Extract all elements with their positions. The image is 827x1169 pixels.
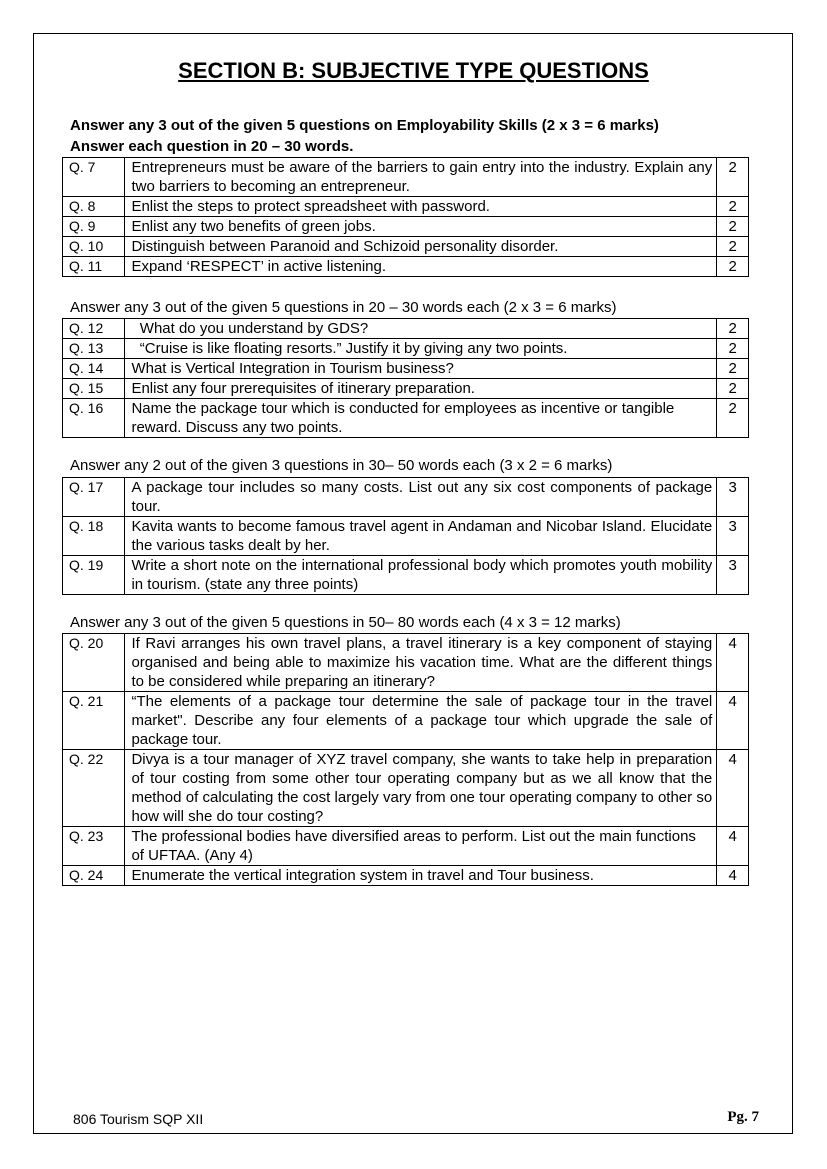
section-1-instruction: Answer any 3 out of the given 5 questions on Employability Skills (2 x 3 = 6 marks)	[70, 117, 659, 134]
question-marks: 4	[717, 692, 749, 750]
question-row	[63, 692, 749, 750]
question-number: Q. 13	[63, 339, 125, 359]
question-text: Kavita wants to become famous travel agent in Andaman and Nicobar Island. Elucidate the various tasks dealt by her.	[125, 517, 717, 556]
question-text: If Ravi arranges his own travel plans, a travel itinerary is a key component of staying organised and being able to maximize his vacation time. What are the different things to be considered while preparing an itinerary?	[125, 634, 717, 692]
question-row	[63, 556, 749, 595]
question-marks: 3	[717, 478, 749, 517]
question-text: “Cruise is like floating resorts.” Justify it by giving any two points.	[125, 339, 717, 359]
question-row	[63, 517, 749, 556]
question-number: Q. 7	[63, 158, 125, 197]
question-row	[63, 197, 749, 217]
question-number: Q. 22	[63, 750, 125, 827]
question-number: Q. 19	[63, 556, 125, 595]
question-marks: 2	[717, 158, 749, 197]
question-marks: 4	[717, 827, 749, 866]
question-marks: 2	[717, 379, 749, 399]
question-row	[63, 750, 749, 827]
question-marks: 2	[717, 339, 749, 359]
question-number: Q. 23	[63, 827, 125, 866]
question-row	[63, 827, 749, 866]
question-row	[63, 478, 749, 517]
page-number: Pg. 7	[727, 1109, 759, 1125]
question-marks: 2	[717, 197, 749, 217]
question-marks: 2	[717, 237, 749, 257]
question-number: Q. 24	[63, 866, 125, 886]
question-row	[63, 158, 749, 197]
section-2-instruction: Answer any 3 out of the given 5 questions in 20 – 30 words each (2 x 3 = 6 marks)	[70, 299, 617, 316]
question-text: Enumerate the vertical integration system in travel and Tour business.	[125, 866, 717, 886]
question-text: Name the package tour which is conducted for employees as incentive or tangible reward. Discuss any two points.	[125, 399, 717, 438]
footer-document-code: 806 Tourism SQP XII	[73, 1111, 204, 1127]
question-row	[63, 866, 749, 886]
section-4-instruction: Answer any 3 out of the given 5 questions in 50– 80 words each (4 x 3 = 12 marks)	[70, 614, 621, 631]
question-row	[63, 339, 749, 359]
question-number: Q. 11	[63, 257, 125, 277]
question-row	[63, 399, 749, 438]
question-marks: 4	[717, 866, 749, 886]
question-number: Q. 10	[63, 237, 125, 257]
question-number: Q. 18	[63, 517, 125, 556]
section-3-table	[62, 477, 749, 595]
question-marks: 4	[717, 750, 749, 827]
question-text: Write a short note on the international professional body which promotes youth mobility in tourism. (state any three points)	[125, 556, 717, 595]
question-row	[63, 257, 749, 277]
question-row	[63, 379, 749, 399]
question-row	[63, 359, 749, 379]
question-text: Enlist the steps to protect spreadsheet with password.	[125, 197, 717, 217]
question-row	[63, 237, 749, 257]
question-text: What is Vertical Integration in Tourism business?	[125, 359, 717, 379]
question-number: Q. 20	[63, 634, 125, 692]
question-marks: 2	[717, 217, 749, 237]
question-text: A package tour includes so many costs. List out any six cost components of package tour.	[125, 478, 717, 517]
question-number: Q. 12	[63, 319, 125, 339]
question-number: Q. 14	[63, 359, 125, 379]
question-marks: 2	[717, 359, 749, 379]
question-text: Divya is a tour manager of XYZ travel company, she wants to take help in preparation of tour costing from some other tour operating company but as we all know that the method of calculating the cost largely vary from one tour operating company to other so how will she do tour costing?	[125, 750, 717, 827]
question-text: Enlist any two benefits of green jobs.	[125, 217, 717, 237]
section-2-table	[62, 318, 749, 438]
question-number: Q. 9	[63, 217, 125, 237]
question-number: Q. 15	[63, 379, 125, 399]
question-text: Entrepreneurs must be aware of the barriers to gain entry into the industry. Explain any two barriers to becoming an entrepreneur.	[125, 158, 717, 197]
question-number: Q. 17	[63, 478, 125, 517]
question-text: Distinguish between Paranoid and Schizoid personality disorder.	[125, 237, 717, 257]
question-marks: 2	[717, 319, 749, 339]
question-marks: 3	[717, 556, 749, 595]
section-1-instruction-2: Answer each question in 20 – 30 words.	[70, 138, 354, 155]
question-row	[63, 634, 749, 692]
question-text: The professional bodies have diversified areas to perform. List out the main functions of UFTAA. (Any 4)	[125, 827, 717, 866]
question-marks: 2	[717, 257, 749, 277]
question-marks: 2	[717, 399, 749, 438]
question-number: Q. 8	[63, 197, 125, 217]
question-row	[63, 217, 749, 237]
section-4-table	[62, 633, 749, 886]
question-number: Q. 21	[63, 692, 125, 750]
question-marks: 3	[717, 517, 749, 556]
section-3-instruction: Answer any 2 out of the given 3 questions in 30– 50 words each (3 x 2 = 6 marks)	[70, 457, 613, 474]
question-row	[63, 319, 749, 339]
question-number: Q. 16	[63, 399, 125, 438]
question-marks: 4	[717, 634, 749, 692]
question-text: “The elements of a package tour determine the sale of package tour in the travel market". Describe any four elements of a package tour which upgrade the sale of package tour.	[125, 692, 717, 750]
section-title: SECTION B: SUBJECTIVE TYPE QUESTIONS	[178, 58, 649, 83]
question-text: Enlist any four prerequisites of itinerary preparation.	[125, 379, 717, 399]
question-text: Expand ‘RESPECT’ in active listening.	[125, 257, 717, 277]
question-text: What do you understand by GDS?	[125, 319, 717, 339]
section-1-table	[62, 157, 749, 277]
